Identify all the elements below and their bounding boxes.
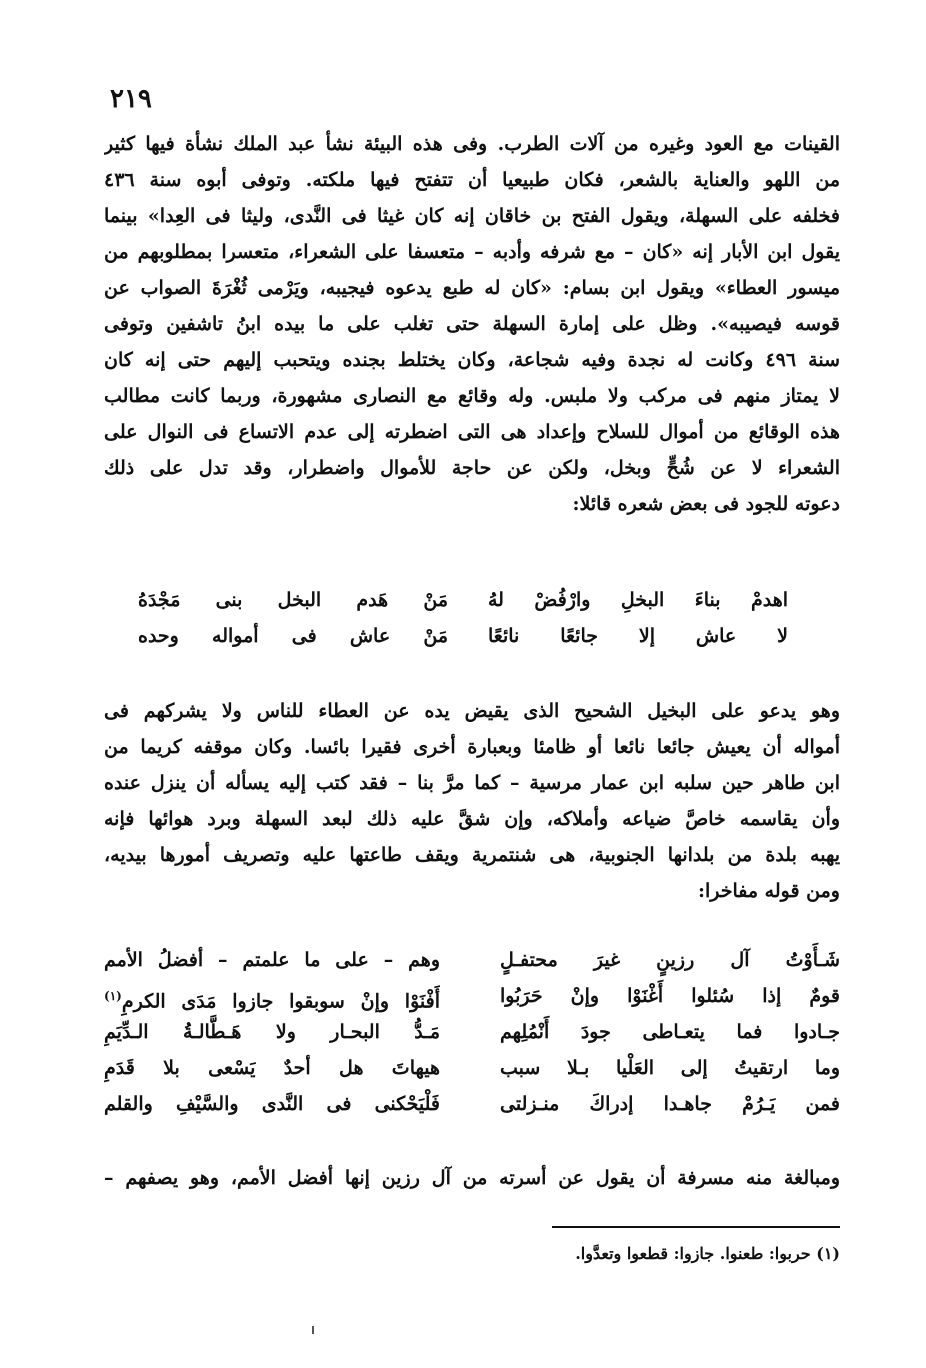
text-line: يقول ابن الأبار إنه «كان – مع شرفه وأدبه – متعسفا على الشعراء، متعسرا بمطلوبهم من bbox=[104, 241, 840, 263]
verse-second-hemistich: مَـدُّ البحـار ولا هَـطَّالـةُ الـدِّيَمِ bbox=[104, 1021, 440, 1043]
verse-row bbox=[104, 1050, 840, 1086]
verse-second-hemistich: مَنْ هَدم البخل بنى مَجْدَهُ bbox=[138, 589, 448, 611]
verse-second-hemistich: فَلْيَحْكنى فى النَّدى والسَّيْفِ والقلم bbox=[104, 1093, 440, 1115]
page-number: ٢١٩ bbox=[110, 84, 152, 114]
text-line: وأن يقاسمه خاصَّ ضياعه وأملاكه، وإن شقَّ عليه ذلك لبعد السهلة وبرد هوائها فإنه bbox=[104, 808, 840, 830]
verse-second-hemistich: وهم – على ما علمتم – أفضلُ الأمم bbox=[104, 949, 440, 971]
text-line: لا يمتاز منهم فى مركب ولا ملبس. وله وقائع مع النصارى مشهورة، وربما كانت مطالب bbox=[104, 385, 840, 407]
verse-second-hemistich: هيهاتَ هل أحدٌ يَسْعى بلا قَدَمِ bbox=[104, 1057, 440, 1079]
poem-1 bbox=[104, 582, 840, 654]
text-line: هذه الوقائع من أموال للسلاح وإعداد هى التى اضطرته إلى عدم الاتساع فى النوال على bbox=[104, 421, 840, 443]
text-line: وهو يدعو على البخيل الشحيح الذى يقيض يده عن العطاء للناس ولا يشركهم فى bbox=[104, 700, 840, 722]
footnote-marker: (١) bbox=[104, 989, 122, 1003]
text-line: أمواله أن يعيش جائعا نائعا أو ظامئا وبعبارة أخرى فقيرا بائسا. وكان موقفه كريما من bbox=[104, 736, 840, 758]
paragraph-2 bbox=[104, 693, 840, 909]
text-line: الشعراء لا عن شُحٍّ وبخل، ولكن عن حاجة للأموال واضطرار، وقد تدل على ذلك bbox=[104, 457, 840, 479]
footnote-divider bbox=[552, 1226, 840, 1228]
verse-row bbox=[104, 978, 840, 1014]
footnote: (١) حربوا: طعنوا. جازوا: قطعوا وتعدَّوا. bbox=[575, 1244, 840, 1263]
text-line: يهبه بلدة من بلدانها الجنوبية، هى شنتمرية ويقف طاعتها عليه وتصريف أمورها بيديه، bbox=[104, 844, 840, 866]
paragraph-3 bbox=[104, 1160, 840, 1196]
verse-row bbox=[104, 1014, 840, 1050]
verse-second-hemistich: مَنْ عاش فى أمواله وحده bbox=[138, 625, 448, 647]
verse-first-hemistich: اهدمْ بناءَ البخلِ وارْفُضْ لهُ bbox=[488, 589, 788, 611]
text-line: ابن طاهر حين سلبه ابن عمار مرسية – كما مرَّ بنا – فقد كتب إليه يسأله أن ينزل عنده bbox=[104, 772, 840, 794]
verse-first-hemistich: لا عاش إلا جائعًا نائعًا bbox=[488, 625, 788, 647]
text-line: من اللهو والعناية بالشعر، فكان طبيعيا أن تتفتح فيها ملكته. وتوفى أبوه سنة ٤٣٦ bbox=[104, 169, 840, 191]
verse-first-hemistich: جـادوا فما يتعـاطى جودَ أَنْمُلِهم bbox=[500, 1021, 840, 1043]
poem-2 bbox=[104, 942, 840, 1122]
verse-first-hemistich: قومٌ إذا سُئلوا أَغْنَوْا وإنْ حَرَبُوا bbox=[500, 985, 840, 1007]
verse-row bbox=[104, 1086, 840, 1122]
text-line: دعوته للجود فى بعض شعره قائلا: bbox=[572, 493, 840, 515]
text-line: فخلفه على السهلة، ويقول الفتح بن خاقان إنه كان غيثا فى النَّدى، وليثا فى العِدا» بينما bbox=[104, 205, 840, 227]
text-line: ومن قوله مفاخرا: bbox=[697, 880, 840, 902]
verse-row bbox=[104, 582, 840, 618]
verse-row bbox=[104, 618, 840, 654]
paragraph-1 bbox=[104, 126, 840, 522]
print-speck bbox=[312, 1326, 314, 1334]
text-line: سنة ٤٩٦ وكانت له نجدة وفيه شجاعة، وكان يختلط بجنده ويتحبب إليهم حتى إنه كان bbox=[104, 349, 840, 371]
text-line: القينات مع العود وغيره من آلات الطرب. وفى هذه البيئة نشأ عبد الملك نشأة فيها كثير bbox=[104, 133, 840, 155]
verse-row bbox=[104, 942, 840, 978]
verse-first-hemistich: فمن يَـرُمْ جاهـدا إدراكَ منـزلتى bbox=[500, 1093, 840, 1115]
verse-first-hemistich: شَـأَوْتُ آل رزينٍ غيرَ محتفـلٍ bbox=[500, 949, 840, 971]
verse-text: أَفْنَوْا وإنْ سوبقوا جازوا مَدَى الكرمِ bbox=[121, 990, 440, 1013]
text-line: ميسور العطاء» ويقول ابن بسام: «كان له طبع يدعوه فيجيبه، ويَرْمى ثُغْرَةَ الصواب عن bbox=[104, 277, 840, 299]
text-line: ومبالغة منه مسرفة أن يقول عن أسرته من آل رزين إنها أفضل الأمم، وهو يصفهم – bbox=[104, 1167, 840, 1189]
verse-first-hemistich: وما ارتقيتُ إلى العَلْيا بـلا سبب bbox=[500, 1057, 840, 1079]
text-line: قوسه فيصيبه». وظل على إمارة السهلة حتى تغلب على ما بيده ابنُ تاشفين وتوفى bbox=[104, 313, 840, 335]
